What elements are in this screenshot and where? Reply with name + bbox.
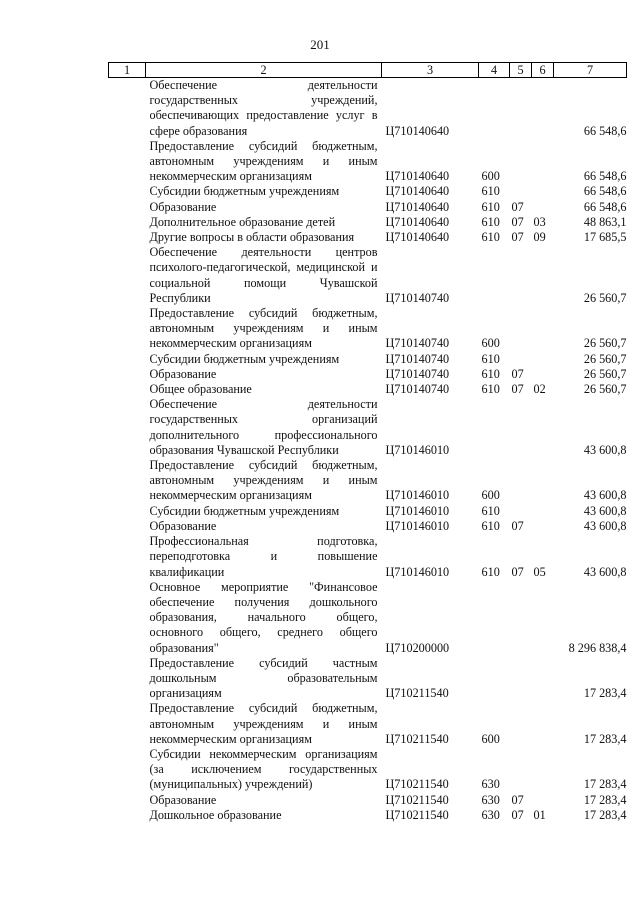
row-code-cell: Ц710200000 — [385, 640, 450, 655]
row-vr-cell — [479, 656, 510, 702]
row-rz-cell — [510, 306, 532, 352]
table-row — [109, 78, 627, 139]
row-vr-cell: 610 — [481, 351, 500, 366]
row-pr-cell — [532, 580, 554, 656]
header-col-2: 2 — [146, 63, 382, 78]
row-pr-cell — [532, 139, 554, 185]
row-pr-cell — [532, 184, 554, 199]
row-blank-cell — [109, 701, 146, 747]
row-name-cell: Обеспечение деятельности государственных организаций дополнительного профессионального образования Чувашской Республики — [149, 397, 378, 457]
row-blank-cell — [109, 382, 146, 397]
row-code-cell: Ц710140740 — [385, 290, 450, 305]
header-col-5: 5 — [510, 63, 532, 78]
row-blank-cell — [109, 230, 146, 245]
table-row — [109, 808, 627, 823]
budget-table — [108, 62, 627, 823]
row-vr-cell: 610 — [481, 366, 500, 381]
row-vr-cell: 630 — [481, 792, 500, 807]
table-row — [109, 580, 627, 656]
row-pr-cell — [532, 352, 554, 367]
row-vr-cell: 630 — [481, 777, 500, 792]
page-number: 201 — [310, 37, 330, 52]
row-sum-cell: 26 560,7 — [583, 336, 627, 351]
row-vr-cell: 600 — [481, 488, 500, 503]
row-name-cell: Предоставление субсидий бюджетным, автономным учреждениям и иным некоммерческим организациям — [149, 458, 378, 503]
row-name-cell: Обеспечение деятельности центров психолого-педагогической, медицинской и социальной помощи Чувашской Республики — [149, 245, 378, 305]
row-rz-cell — [510, 78, 532, 139]
row-blank-cell — [109, 352, 146, 367]
row-name-cell: Субсидии некоммерческим организациям (за исключением государственных (муниципальных) учреждений) — [149, 746, 378, 792]
row-name-cell: Предоставление субсидий бюджетным, автономным учреждениям и иным некоммерческим организациям — [149, 138, 378, 184]
row-sum-cell: 17 283,4 — [583, 807, 627, 822]
row-sum-cell: 66 548,6 — [583, 184, 627, 199]
row-name-cell: Дополнительное образование детей — [149, 214, 336, 229]
row-vr-cell: 610 — [481, 564, 500, 579]
row-code-cell: Ц710140640 — [385, 184, 450, 199]
header-col-4: 4 — [479, 63, 510, 78]
row-name-cell: Дошкольное образование — [149, 807, 282, 822]
row-rz-cell — [510, 245, 532, 306]
row-code-cell: Ц710140640 — [385, 230, 450, 245]
header-col-7: 7 — [554, 63, 627, 78]
row-blank-cell — [109, 397, 146, 458]
row-name-cell: Обеспечение деятельности государственных учреждений, обеспечивающих предоставление услуг в сфере образования — [149, 78, 378, 138]
row-rz-cell: 07 — [511, 807, 524, 822]
row-blank-cell — [109, 306, 146, 352]
row-name-cell: Предоставление субсидий бюджетным, автономным учреждениям и иным некоммерческим организациям — [149, 306, 378, 351]
row-rz-cell: 07 — [511, 199, 524, 214]
table-header-row — [109, 63, 627, 78]
row-code-cell: Ц710211540 — [385, 686, 449, 701]
row-pr-cell — [532, 306, 554, 352]
row-name-cell: Образование — [149, 366, 217, 381]
row-pr-cell: 03 — [533, 214, 546, 229]
row-blank-cell — [109, 78, 146, 139]
row-vr-cell — [479, 397, 510, 458]
row-code-cell: Ц710140640 — [385, 123, 450, 138]
row-rz-cell: 07 — [511, 792, 524, 807]
row-sum-cell: 43 600,8 — [583, 564, 627, 579]
row-sum-cell: 26 560,7 — [583, 290, 627, 305]
row-blank-cell — [109, 139, 146, 185]
row-blank-cell — [109, 793, 146, 808]
row-sum-cell: 66 548,6 — [583, 123, 627, 138]
row-sum-cell: 17 283,4 — [583, 777, 627, 792]
row-code-cell: Ц710140740 — [385, 351, 450, 366]
table-row — [109, 306, 627, 352]
row-code-cell: Ц710146010 — [385, 564, 450, 579]
row-sum-cell: 26 560,7 — [583, 382, 627, 397]
row-vr-cell: 600 — [481, 169, 500, 184]
row-rz-cell — [510, 458, 532, 504]
row-vr-cell: 610 — [481, 518, 500, 533]
table-row — [109, 504, 627, 519]
row-vr-cell: 610 — [481, 199, 500, 214]
row-vr-cell: 600 — [481, 336, 500, 351]
table-row — [109, 519, 627, 534]
row-code-cell: Ц710140740 — [385, 382, 450, 397]
row-name-cell: Субсидии бюджетным учреждениям — [149, 503, 340, 518]
row-name-cell: Образование — [149, 199, 217, 214]
row-sum-cell: 66 548,6 — [583, 169, 627, 184]
row-blank-cell — [109, 458, 146, 504]
row-rz-cell — [510, 701, 532, 747]
row-rz-cell — [510, 184, 532, 199]
row-pr-cell — [532, 367, 554, 382]
row-vr-cell: 630 — [481, 807, 500, 822]
row-blank-cell — [109, 519, 146, 534]
row-pr-cell — [532, 397, 554, 458]
row-rz-cell: 07 — [511, 230, 524, 245]
table-row — [109, 230, 627, 245]
row-vr-cell: 600 — [481, 731, 500, 746]
row-rz-cell — [510, 504, 532, 519]
row-pr-cell — [532, 701, 554, 747]
row-name-cell: Предоставление субсидий бюджетным, автономным учреждениям и иным некоммерческим организациям — [149, 701, 378, 746]
row-pr-cell — [532, 504, 554, 519]
row-name-cell: Другие вопросы в области образования — [149, 230, 355, 245]
row-rz-cell: 07 — [511, 518, 524, 533]
row-vr-cell: 610 — [481, 503, 500, 518]
row-blank-cell — [109, 504, 146, 519]
row-sum-cell: 8 296 838,4 — [568, 640, 627, 655]
row-pr-cell: 01 — [533, 807, 546, 822]
table-row — [109, 793, 627, 808]
row-vr-cell — [479, 580, 510, 656]
row-vr-cell: 610 — [481, 214, 500, 229]
row-code-cell: Ц710146010 — [385, 518, 450, 533]
row-name-cell: Субсидии бюджетным учреждениям — [149, 184, 340, 199]
row-sum-cell: 17 685,5 — [583, 230, 627, 245]
table-row — [109, 534, 627, 580]
row-code-cell: Ц710211540 — [385, 731, 449, 746]
row-pr-cell — [532, 458, 554, 504]
row-sum-cell: 66 548,6 — [583, 199, 627, 214]
row-code-cell: Ц710211540 — [385, 807, 449, 822]
row-sum-cell: 43 600,8 — [583, 503, 627, 518]
row-vr-cell: 610 — [481, 230, 500, 245]
table-row — [109, 139, 627, 185]
table-row — [109, 382, 627, 397]
row-blank-cell — [109, 808, 146, 823]
row-blank-cell — [109, 184, 146, 199]
row-sum-cell: 48 863,1 — [583, 214, 627, 229]
row-sum-cell: 17 283,4 — [583, 731, 627, 746]
header-col-6: 6 — [532, 63, 554, 78]
row-vr-cell: 610 — [481, 382, 500, 397]
row-pr-cell: 05 — [533, 564, 546, 579]
row-pr-cell — [532, 519, 554, 534]
row-rz-cell: 07 — [511, 382, 524, 397]
row-vr-cell: 610 — [481, 184, 500, 199]
row-pr-cell: 09 — [533, 230, 546, 245]
row-code-cell: Ц710211540 — [385, 792, 449, 807]
header-col-1: 1 — [109, 63, 146, 78]
row-rz-cell — [510, 352, 532, 367]
row-pr-cell — [532, 78, 554, 139]
row-sum-cell: 43 600,8 — [583, 518, 627, 533]
row-pr-cell — [532, 245, 554, 306]
table-row — [109, 352, 627, 367]
table-row — [109, 245, 627, 306]
row-rz-cell — [510, 397, 532, 458]
row-code-cell: Ц710146010 — [385, 442, 450, 457]
table-row — [109, 747, 627, 793]
row-pr-cell — [532, 656, 554, 702]
table-row — [109, 200, 627, 215]
table-row — [109, 215, 627, 230]
row-code-cell: Ц710140740 — [385, 336, 450, 351]
row-name-cell: Предоставление субсидий частным дошкольным образовательным организациям — [149, 655, 378, 701]
row-rz-cell: 07 — [511, 214, 524, 229]
table-row — [109, 701, 627, 747]
row-sum-cell: 43 600,8 — [583, 488, 627, 503]
row-blank-cell — [109, 215, 146, 230]
row-code-cell: Ц710211540 — [385, 777, 449, 792]
row-pr-cell: 02 — [533, 382, 546, 397]
row-blank-cell — [109, 747, 146, 793]
row-blank-cell — [109, 656, 146, 702]
row-blank-cell — [109, 367, 146, 382]
row-rz-cell: 07 — [511, 564, 524, 579]
row-blank-cell — [109, 245, 146, 306]
row-rz-cell — [510, 747, 532, 793]
row-sum-cell: 17 283,4 — [583, 792, 627, 807]
row-name-cell: Образование — [149, 518, 217, 533]
header-col-3: 3 — [382, 63, 479, 78]
row-sum-cell: 26 560,7 — [583, 366, 627, 381]
row-vr-cell — [479, 78, 510, 139]
row-sum-cell: 43 600,8 — [583, 442, 627, 457]
row-code-cell: Ц710140640 — [385, 169, 450, 184]
row-code-cell: Ц710140740 — [385, 366, 450, 381]
table-row — [109, 458, 627, 504]
row-name-cell: Основное мероприятие "Финансовое обеспечение получения дошкольного образования, начального общего, основного общего, среднего общего образования" — [149, 579, 378, 655]
row-code-cell: Ц710146010 — [385, 503, 450, 518]
table-row — [109, 184, 627, 199]
row-blank-cell — [109, 200, 146, 215]
row-name-cell: Субсидии бюджетным учреждениям — [149, 351, 340, 366]
row-rz-cell — [510, 656, 532, 702]
table-row — [109, 397, 627, 458]
table-row — [109, 367, 627, 382]
row-pr-cell — [532, 747, 554, 793]
row-rz-cell: 07 — [511, 366, 524, 381]
row-name-cell: Профессиональная подготовка, переподготовка и повышение квалификации — [149, 534, 378, 579]
row-code-cell: Ц710140640 — [385, 199, 450, 214]
row-name-cell: Образование — [149, 792, 217, 807]
row-vr-cell — [479, 245, 510, 306]
row-code-cell: Ц710146010 — [385, 488, 450, 503]
row-sum-cell: 17 283,4 — [583, 686, 627, 701]
row-rz-cell — [510, 580, 532, 656]
row-code-cell: Ц710140640 — [385, 214, 450, 229]
table-row — [109, 656, 627, 702]
row-sum-cell: 26 560,7 — [583, 351, 627, 366]
row-blank-cell — [109, 580, 146, 656]
row-pr-cell — [532, 793, 554, 808]
row-rz-cell — [510, 139, 532, 185]
row-name-cell: Общее образование — [149, 382, 252, 397]
row-blank-cell — [109, 534, 146, 580]
row-pr-cell — [532, 200, 554, 215]
